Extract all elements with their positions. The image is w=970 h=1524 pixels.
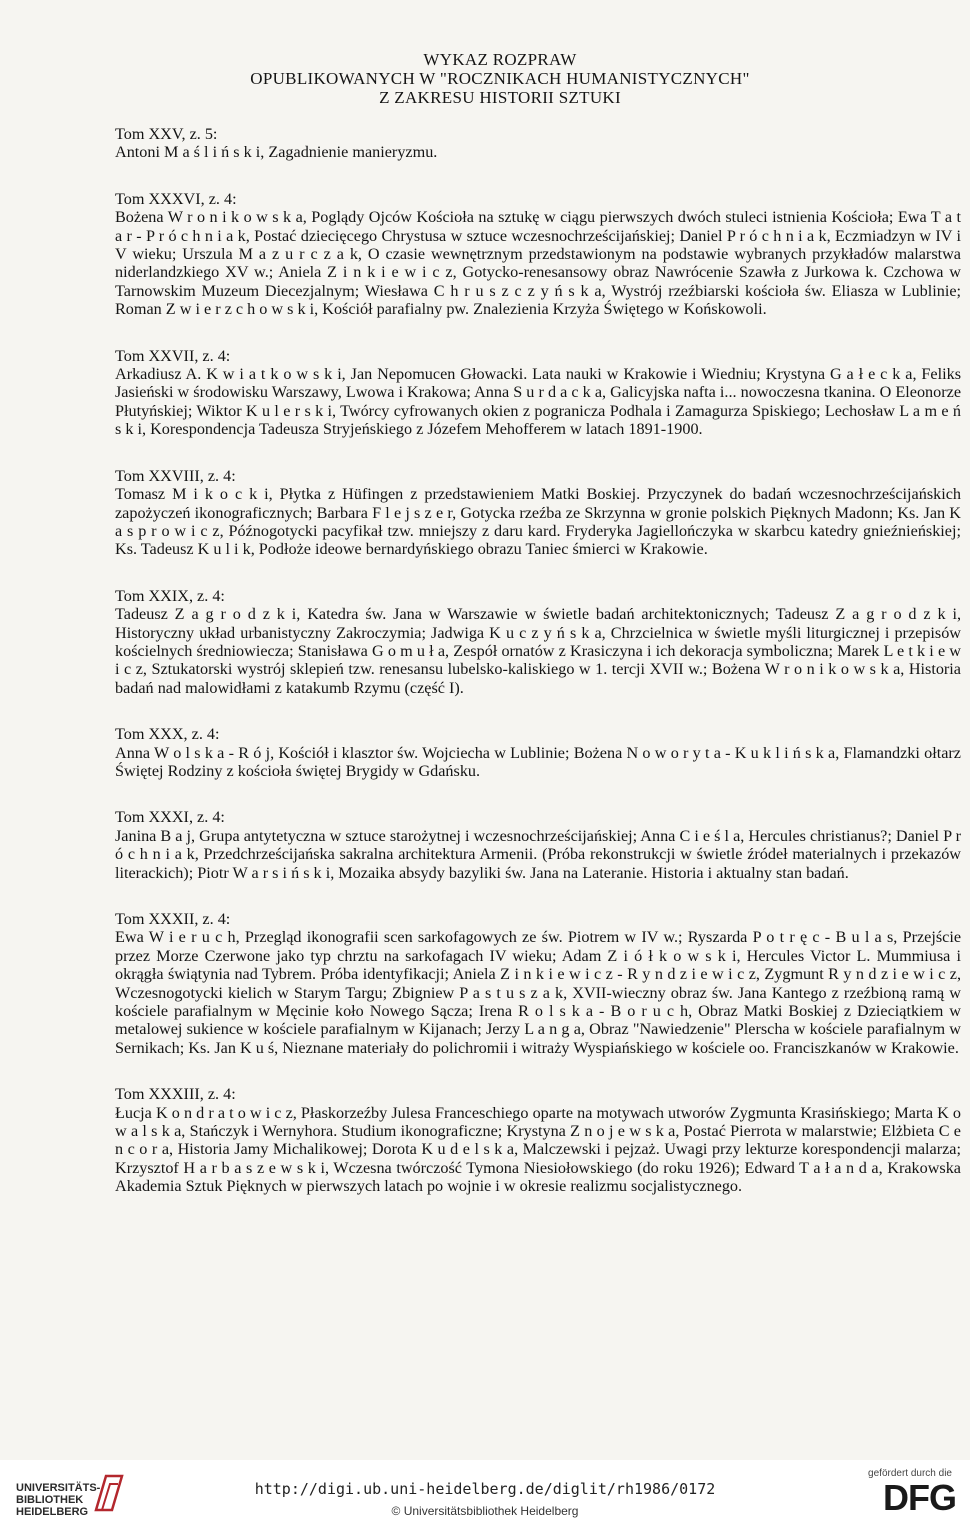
volume-entry <box>115 725 961 780</box>
document-header <box>60 50 940 107</box>
ub-logo-line-1: UNIVERSITÄTS- <box>16 1482 101 1494</box>
volume-articles: Ewa W i e r u c h, Przegląd ikonografii scen sarkofagowych ze św. Piotrem w IV w.; Ryszarda P o t r ę c - B u l a s, Przejście przez Morze Czerwone jako typ chrztu na sarkofagach IV wieku; Adam Z i ó ł k o w s k i, Hercules Victor L. Mummiusa i okrągła świątynia nad Tybrem. Próba identyfikacji; Aniela Z i n k i e w i c z - R y n d z i e w i c z, Zygmunt R y n d z i e w i c z, Wczesnogotycki kielich w Starym Targu; Zbigniew P a s t u s z a k, XVII-wieczny obraz św. Jana Kantego z rzeźbioną ramą w kościele parafialnym w Męcinie koło Nowego Sącza; Irena R o l s k a - B o r u c h, Obraz Matki Boskiej z Dzieciątkiem w metalowej sukience w kościele parafialnym w Kijanach; Jerzy L a n g a, Obraz "Nawiedzenie" Plerscha w kościele parafialnym w Sernikach; Ks. Jan K u ś, Nieznane materiały do polichromii i witraży Wyspiańskiego w kościele oo. Franciszkanów w Krakowie. <box>115 928 961 1057</box>
copyright-notice: © Universitätsbibliothek Heidelberg <box>391 1504 579 1518</box>
volume-title: Tom XXIX, z. 4: <box>115 586 225 605</box>
volume-entry <box>115 347 961 439</box>
volume-title: Tom XXXII, z. 4: <box>115 910 231 928</box>
ub-logo-line-3: HEIDELBERG <box>16 1506 89 1518</box>
volume-articles: Łucja K o n d r a t o w i c z, Płaskorzeźby Julesa Franceschiego oparte na motywach utworów Zygmunta Krasińskiego; Marta K o w a l s k a, Stańczyk i Wernyhora. Studium ikonograficzne; Krystyna Z n o j e w s k a, Postać Pierrota w malarstwie; Elżbieta C e n c o r a, Historia Jamy Michalikowej; Dorota K u d e l s k a, Malczewski i pejzaż. Uwagi przy lekturze korespondencji malarza; Krzysztof H a r b a s z e w s k i, Wczesna twórczość Tymona Niesiołowskiego (do roku 1926); Edward T a ł a n d a, Krakowska Akademia Sztuk Pięknych w pierwszych latach po wojnie i w okresie realizmu socjalistycznego. <box>115 1103 961 1196</box>
volume-articles: Janina B a j, Grupa antytetyczna w sztuce starożytnej i wczesnochrześcijańskiej; Anna C i e ś l a, Hercules christianus?; Daniel P r ó c h n i a k, Przedchrześcijańska sakralna architektura Armenii. (Próba rekonstrukcji w świetle źródeł materialnych i przekazów literackich); Piotr W a r s i ń s k i, Mozaika absydy bazyliki św. Jana na Lateranie. Historia i aktualny stan badań. <box>115 826 961 882</box>
ub-logo-line-2: BIBLIOTHEK <box>16 1494 84 1506</box>
volume-title: Tom XXVIII, z. 4: <box>115 466 236 485</box>
volume-articles: Anna W o l s k a - R ó j, Kościół i klasztor św. Wojciecha w Lublinie; Bożena N o w o r y t a - K u k l i ń s k a, Flamandzki ołtarz Świętej Rodziny z kościoła świętej Brygidy w Gdańsku. <box>115 743 961 780</box>
viewer-footer <box>0 1460 970 1524</box>
dfg-logo[interactable]: DFG <box>883 1477 956 1518</box>
volume-entry <box>115 467 961 559</box>
volume-title: Tom XXVII, z. 4: <box>115 346 231 365</box>
volume-list <box>115 125 961 1224</box>
volume-articles: Tomasz M i k o c k i, Płytka z Hüfingen z przedstawieniem Matki Boskiej. Przyczynek do badań wczesnochrześcijańskich zapożyczeń ikonograficznych; Barbara F l e j s z e r, Gotycka rzeźba ze Skrzynna w gronie polskich Pięknych Madonn; Ks. Jan K a s p r o w i c z, Późnogotycki pacyfikał tzw. mniejszy z daru kard. Fryderyka Jagiellończyka w skarbcu katedry gnieźnieńskiej; Ks. Tadeusz K u l i k, Podłoże ideowe bernardyńskiego obrazu Taniec śmierci w Krakowie. <box>115 485 961 559</box>
volume-title: Tom XXXIII, z. 4: <box>115 1085 236 1104</box>
volume-title: Tom XXX, z. 4: <box>115 725 220 744</box>
volume-entry <box>115 1085 961 1195</box>
volume-articles: Tadeusz Z a g r o d z k i, Katedra św. Jana w Warszawie w świetle badań architektonicznych; Tadeusz Z a g r o d z k i, Historyczny układ urbanistyczny Zakroczymia; Jadwiga K u c z y ń s k a, Chrzcielnica w świetle myśli liturgicznej i przepisów kościelnych średniowiecza; Stanisława G o m u ł a, Zespół ornatów z Krasiczyna i ich dekoracja symboliczna; Marek L e t k i e w i c z, Sztukatorski wystrój sklepień tzw. renesansu lubelsko-kaliskiego w 1. tercji XVII w.; Bożena W r o n i k o w s k a, Historia badań nad malowidłami z katakumb Rzymu (część I). <box>115 605 961 697</box>
volume-articles: Bożena W r o n i k o w s k a, Poglądy Ojców Kościoła na sztukę w ciągu pierwszych dwóch stuleci istnienia Kościoła; Ewa T a t a r - P r ó c h n i a k, Postać dziecięcego Chrystusa w sztuce wczesnochrześcijańskiej; Daniel P r ó c h n i a k, Eczmiadzyn w IV i V wieku; Urszula M a z u r c z a k, O czasie wewnętrznym przedstawionym na podstawie wybranych przykładów malarstwa niderlandzkiego XV w.; Aniela Z i n k i e w i c z, Gotycko-renesansowy obraz Nawrócenie Szawła z Jurkowa k. Czchowa w Tarnowskim Muzeum Diecezjalnym; Wiesława C h r u s z c z y ń s k a, Wystrój rzeźbiarski kościoła św. Eliasza w Lublinie; Roman Z w i e r z c h o w s k i, Kościół parafialny pw. Znalezienia Krzyża Świętego w Końskowoli. <box>115 208 961 319</box>
volume-title: Tom XXV, z. 5: <box>115 125 218 143</box>
header-line-2: OPUBLIKOWANYCH W "ROCZNIKACH HUMANISTYCZNYCH" <box>250 69 750 88</box>
header-line-1: WYKAZ ROZPRAW <box>423 50 577 69</box>
dfg-subtitle: gefördert durch die <box>868 1468 952 1479</box>
volume-title: Tom XXXI, z. 4: <box>115 808 225 827</box>
volume-articles: Antoni M a ś l i ń s k i, Zagadnienie manieryzmu. <box>115 143 438 162</box>
volume-entry <box>115 587 961 697</box>
header-line-3: Z ZAKRESU HISTORII SZTUKI <box>379 88 621 107</box>
volume-entry <box>115 125 961 162</box>
volume-entry <box>115 910 961 1057</box>
volume-entry <box>115 190 961 319</box>
volume-entry <box>115 808 961 882</box>
volume-articles: Arkadiusz A. K w i a t k o w s k i, Jan Nepomucen Głowacki. Lata nauki w Krakowie i Wiedniu; Krystyna G a ł e c k a, Feliks Jasieński w środowisku Warszawy, Lwowa i Krakowa; Anna S u r d a c k a, Galicyjska nafta i... nowoczesna tkanina. O Eleonorze Płutyńskiej; Wiktor K u l e r s k i, Twórcy cyfrowanych okien z pogranicza Podhala i Zamagurza Spiskiego; Lechosław L a m e ń s k i, Korespondencja Tadeusza Stryjeńskiego z Józefem Mehofferem w latach 1891-1900. <box>115 365 961 439</box>
volume-title: Tom XXXVI, z. 4: <box>115 189 237 208</box>
permalink-url[interactable]: http://digi.ub.uni-heidelberg.de/diglit/rh1986/0172 <box>254 1480 716 1498</box>
